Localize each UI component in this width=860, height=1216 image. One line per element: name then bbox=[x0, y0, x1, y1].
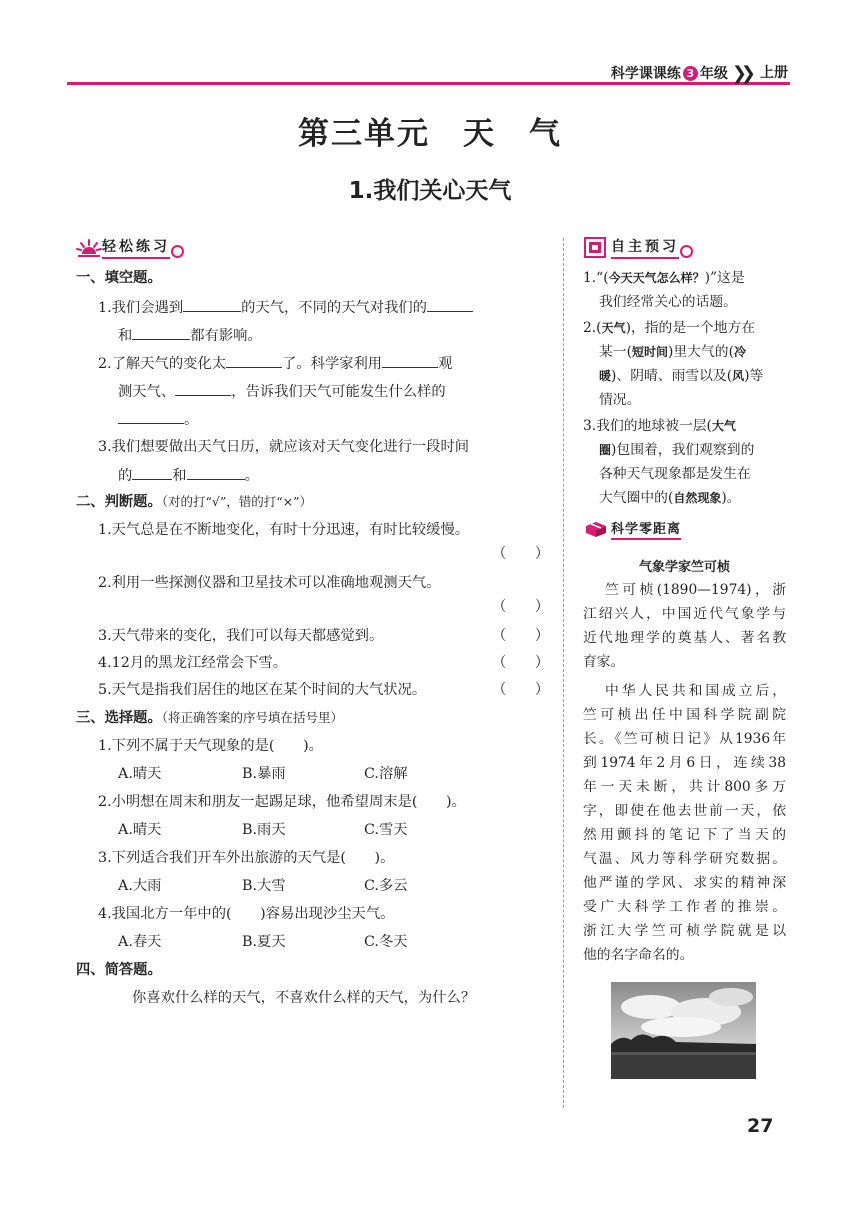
preview-badge-label: 自主预习 bbox=[611, 236, 679, 259]
judge-item-2: 2.利用一些探测仪器和卫星技术可以准确地观测天气。 bbox=[98, 575, 441, 591]
spiral-icon bbox=[171, 245, 184, 258]
preview-2-line2: 某一(短时间)里大气的(冷 bbox=[599, 344, 746, 360]
grade-label: 年级 bbox=[699, 66, 728, 82]
preview-2-line1: 2.(天气)，指的是一个地方在 bbox=[583, 320, 756, 336]
answer-blank[interactable] bbox=[118, 409, 184, 424]
answer-blank[interactable] bbox=[132, 465, 172, 480]
spiral-icon bbox=[680, 245, 693, 258]
choice-option[interactable]: B.雨天 bbox=[242, 822, 286, 838]
grade-number-badge: 3 bbox=[683, 66, 698, 81]
section-title-short-answer: 四、简答题。 bbox=[76, 962, 162, 978]
judge-answer-3[interactable]: （ ） bbox=[492, 628, 550, 644]
choice-option[interactable]: A.晴天 bbox=[118, 822, 162, 838]
lesson-title: 1.我们关心天气 bbox=[348, 178, 512, 204]
article-line: 受广大科学工作者的推崇。 bbox=[583, 899, 786, 915]
preview-3-line3: 各种天气现象都是发生在 bbox=[599, 466, 751, 482]
article-line: 竺可桢出任中国科学院副院 bbox=[583, 707, 786, 723]
preview-3-line2: 圈)包围着，我们观察到的 bbox=[599, 442, 755, 458]
science-badge bbox=[584, 518, 681, 540]
answer-blank[interactable] bbox=[226, 353, 282, 368]
answer-blank[interactable] bbox=[187, 465, 245, 480]
choice-option[interactable]: C.多云 bbox=[364, 878, 408, 894]
gift-box-icon bbox=[584, 520, 608, 538]
preview-3-line1: 3.我们的地球被一层(大气 bbox=[583, 418, 736, 434]
fill-q3-line2: 的 和 。 bbox=[118, 465, 259, 486]
answer-blank[interactable] bbox=[427, 297, 473, 312]
fill-q1-line2: 和 都有影响。 bbox=[118, 325, 262, 346]
article-line: 字，即使在他去世前一天，依 bbox=[583, 803, 786, 819]
choice-question-2: 2.小明想在周末和朋友一起踢足球，他希望周末是( )。 bbox=[98, 794, 466, 810]
article-line: 年一天未断，共计800多万 bbox=[583, 779, 786, 795]
fill-q1-line1: 1.我们会遇到 的天气，不同的天气对我们的 bbox=[98, 297, 473, 318]
exercise-badge bbox=[76, 236, 184, 259]
double-chevron-icon: ❯❯ bbox=[731, 62, 750, 84]
judge-item-3: 3.天气带来的变化，我们可以每天都感觉到。 bbox=[98, 628, 384, 644]
choice-option[interactable]: B.暴雨 bbox=[242, 766, 286, 782]
unit-title: 第三单元 天 气 bbox=[298, 116, 562, 152]
choice-question-3: 3.下列适合我们开车外出旅游的天气是( )。 bbox=[98, 850, 395, 866]
article-line: 江绍兴人，中国近代气象学与 bbox=[583, 606, 786, 622]
choice-question-4: 4.我国北方一年中的( )容易出现沙尘天气。 bbox=[98, 906, 395, 922]
article-line: 近代地理学的奠基人、著名教 bbox=[583, 630, 786, 646]
preview-badge bbox=[584, 236, 693, 259]
book-icon bbox=[584, 237, 608, 259]
article-line: 育家。 bbox=[583, 654, 625, 670]
fill-q2-line2: 测天气、 ，告诉我们天气可能发生什么样的 bbox=[118, 381, 446, 402]
judge-item-1: 1.天气总是在不断地变化，有时十分迅速，有时比较缓慢。 bbox=[98, 522, 470, 538]
judge-answer-4[interactable]: （ ） bbox=[492, 655, 550, 671]
section-title-fill: 一、填空题。 bbox=[76, 270, 162, 286]
sunrise-icon bbox=[76, 238, 102, 258]
article-line: 浙江大学竺可桢学院就是以 bbox=[583, 923, 786, 939]
judge-item-5: 5.天气是指我们居住的地区在某个时间的大气状况。 bbox=[98, 682, 427, 698]
fill-q2-line1: 2.了解天气的变化太 了。科学家利用 观 bbox=[98, 353, 452, 374]
volume-label: 上册 bbox=[760, 62, 788, 84]
column-divider bbox=[563, 238, 564, 1108]
choice-option[interactable]: C.雪天 bbox=[364, 822, 408, 838]
answer-blank[interactable] bbox=[183, 297, 241, 312]
preview-1-line1: 1.“(今天天气怎么样？)”这是 bbox=[583, 270, 745, 286]
choice-option[interactable]: B.大雪 bbox=[242, 878, 286, 894]
choice-option[interactable]: A.晴天 bbox=[118, 766, 162, 782]
running-header bbox=[611, 62, 788, 84]
article-line: 竺可桢(1890—1974)，浙 bbox=[605, 582, 786, 598]
section-title-judge: 二、判断题。（对的打“√”，错的打“×”） bbox=[76, 494, 313, 510]
judge-answer-1[interactable]: （ ） bbox=[492, 546, 550, 562]
judge-answer-5[interactable]: （ ） bbox=[492, 682, 550, 698]
science-badge-label: 科学零距离 bbox=[611, 518, 681, 540]
choice-question-1: 1.下列不属于天气现象的是( )。 bbox=[98, 738, 323, 754]
exercise-badge-label: 轻松练习 bbox=[102, 236, 170, 259]
preview-1-line2: 我们经常关心的话题。 bbox=[599, 294, 737, 310]
preview-2-line4: 情况。 bbox=[599, 392, 641, 408]
choice-option[interactable]: C.溶解 bbox=[364, 766, 408, 782]
page-number: 27 bbox=[747, 1115, 774, 1137]
choice-option[interactable]: C.冬天 bbox=[364, 934, 408, 950]
answer-blank[interactable] bbox=[175, 381, 231, 396]
article-title: 气象学家竺可桢 bbox=[638, 560, 730, 575]
sky-photo bbox=[611, 982, 756, 1079]
fill-q3-line1: 3.我们想要做出天气日历，就应该对天气变化进行一段时间 bbox=[98, 439, 470, 455]
preview-2-line3: 暖)、阴晴、雨雪以及(风)等 bbox=[599, 368, 764, 384]
article-line: 中华人民共和国成立后， bbox=[605, 683, 786, 699]
section-title-choice: 三、选择题。（将正确答案的序号填在括号里） bbox=[76, 710, 344, 726]
judge-answer-2[interactable]: （ ） bbox=[492, 599, 550, 615]
choice-option[interactable]: B.夏天 bbox=[242, 934, 286, 950]
article-line: 长。《竺可桢日记》从1936年 bbox=[583, 731, 786, 747]
article-line: 气温、风力等科学研究数据。 bbox=[583, 851, 786, 867]
judge-item-4: 4.12月的黑龙江经常会下雪。 bbox=[98, 655, 288, 671]
answer-blank[interactable] bbox=[132, 325, 190, 340]
choice-option[interactable]: A.春天 bbox=[118, 934, 162, 950]
short-answer-question: 你喜欢什么样的天气，不喜欢什么样的天气，为什么？ bbox=[132, 990, 476, 1006]
choice-option[interactable]: A.大雨 bbox=[118, 878, 162, 894]
article-line: 然用颤抖的笔记下了当天的 bbox=[583, 827, 786, 843]
preview-3-line4: 大气圈中的(自然现象)。 bbox=[599, 490, 741, 506]
book-name: 科学课课练 bbox=[610, 66, 681, 82]
article-line: 到1974年2月6日，连续38 bbox=[583, 755, 786, 771]
fill-q2-line3: 。 bbox=[118, 409, 198, 430]
answer-blank[interactable] bbox=[382, 353, 438, 368]
article-line: 他严谨的学风、求实的精神深 bbox=[583, 875, 786, 891]
article-line: 他的名字命名的。 bbox=[583, 947, 694, 963]
